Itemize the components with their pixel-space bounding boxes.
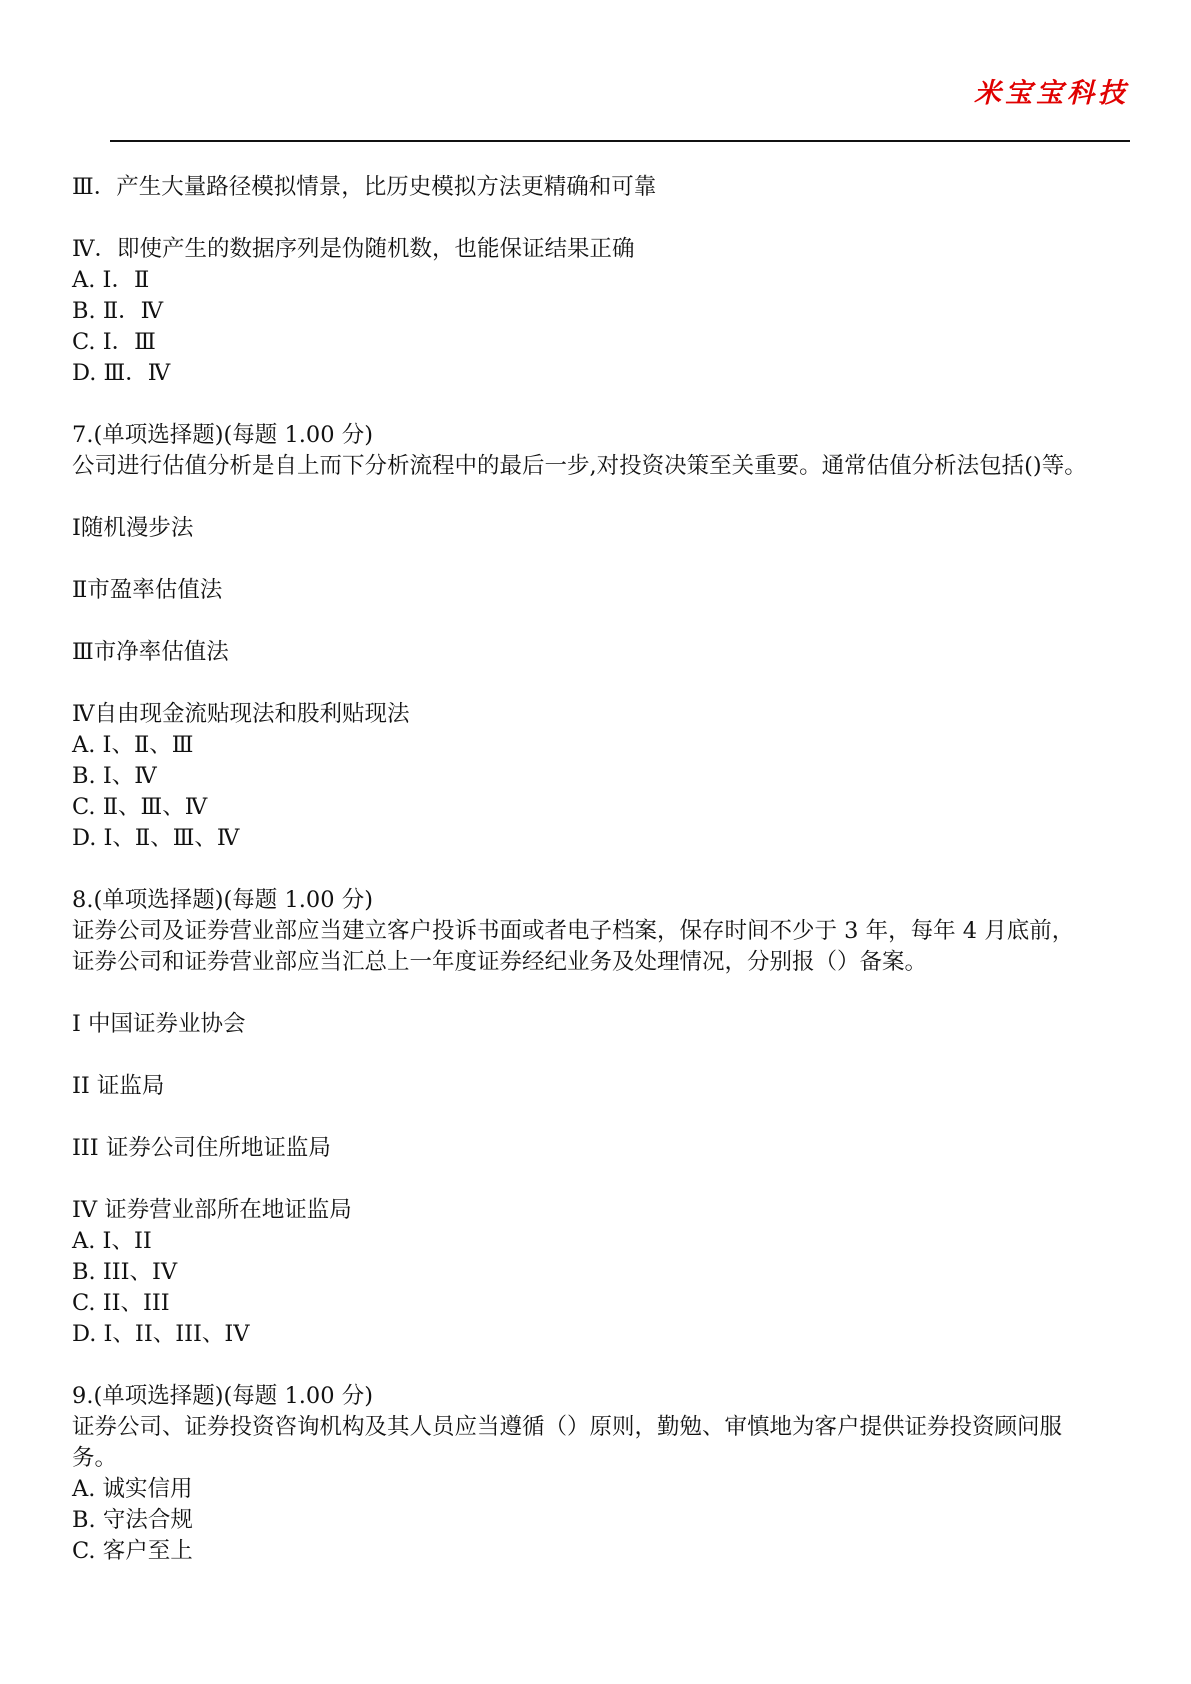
q7-statement-3: Ⅲ市净率估值法 (72, 639, 229, 665)
q7-meta: 7.(单项选择题)(每题 1.00 分) (72, 422, 373, 448)
q8-stem-line-1: 证券公司及证券营业部应当建立客户投诉书面或者电子档案，保存时间不少于 3 年，每年 4 月底前， (72, 918, 1075, 944)
q9-option-c: C. 客户至上 (72, 1538, 193, 1564)
q7-statement-1: Ⅰ随机漫步法 (72, 515, 194, 541)
q7-option-d: D. Ⅰ、Ⅱ、Ⅲ、Ⅳ (72, 825, 240, 851)
q9-meta: 9.(单项选择题)(每题 1.00 分) (72, 1383, 373, 1409)
document-body (72, 172, 1132, 1567)
brand-logo-text: 米宝宝科技 (974, 78, 1129, 109)
q7-option-a: A. Ⅰ、Ⅱ、Ⅲ (72, 732, 194, 758)
q6-option-d: D. Ⅲ．Ⅳ (72, 360, 171, 386)
q8-option-b: B. III、IV (72, 1259, 178, 1285)
q9-option-a: A. 诚实信用 (72, 1476, 193, 1502)
q6-statement-3: Ⅲ．产生大量路径模拟情景，比历史模拟方法更精确和可靠 (72, 174, 657, 200)
q7-statement-4: Ⅳ自由现金流贴现法和股利贴现法 (72, 701, 410, 727)
q6-option-a: A. Ⅰ．Ⅱ (72, 267, 150, 293)
q7-statement-2: Ⅱ市盈率估值法 (72, 577, 223, 603)
q6-statement-4: Ⅳ．即使产生的数据序列是伪随机数，也能保证结果正确 (72, 236, 635, 262)
q7-stem: 公司进行估值分析是自上而下分析流程中的最后一步,对投资决策至关重要。通常估值分析法包括()等。 (72, 453, 1087, 479)
q9-option-b: B. 守法合规 (72, 1507, 193, 1533)
q8-statement-2: II 证监局 (72, 1073, 165, 1099)
q8-statement-4: IV 证券营业部所在地证监局 (72, 1197, 352, 1223)
q8-stem-line-2: 证券公司和证券营业部应当汇总上一年度证券经纪业务及处理情况，分别报（）备案。 (72, 949, 928, 975)
q8-meta: 8.(单项选择题)(每题 1.00 分) (72, 887, 373, 913)
q8-option-d: D. I、II、III、IV (72, 1321, 250, 1347)
q9-stem-line-2: 务。 (72, 1445, 118, 1471)
q8-option-a: A. I、II (72, 1228, 152, 1254)
q7-option-c: C. Ⅱ、Ⅲ、Ⅳ (72, 794, 208, 820)
header-divider (110, 140, 1130, 142)
q8-statement-3: III 证券公司住所地证监局 (72, 1135, 331, 1161)
q7-option-b: B. Ⅰ、Ⅳ (72, 763, 157, 789)
q6-option-b: B. Ⅱ．Ⅳ (72, 298, 164, 324)
q8-statement-1: I 中国证券业协会 (72, 1011, 246, 1037)
q9-stem-line-1: 证券公司、证券投资咨询机构及其人员应当遵循（）原则，勤勉、审慎地为客户提供证券投资顾问服 (72, 1414, 1063, 1440)
q8-option-c: C. II、III (72, 1290, 170, 1316)
q6-option-c: C. Ⅰ．Ⅲ (72, 329, 156, 355)
